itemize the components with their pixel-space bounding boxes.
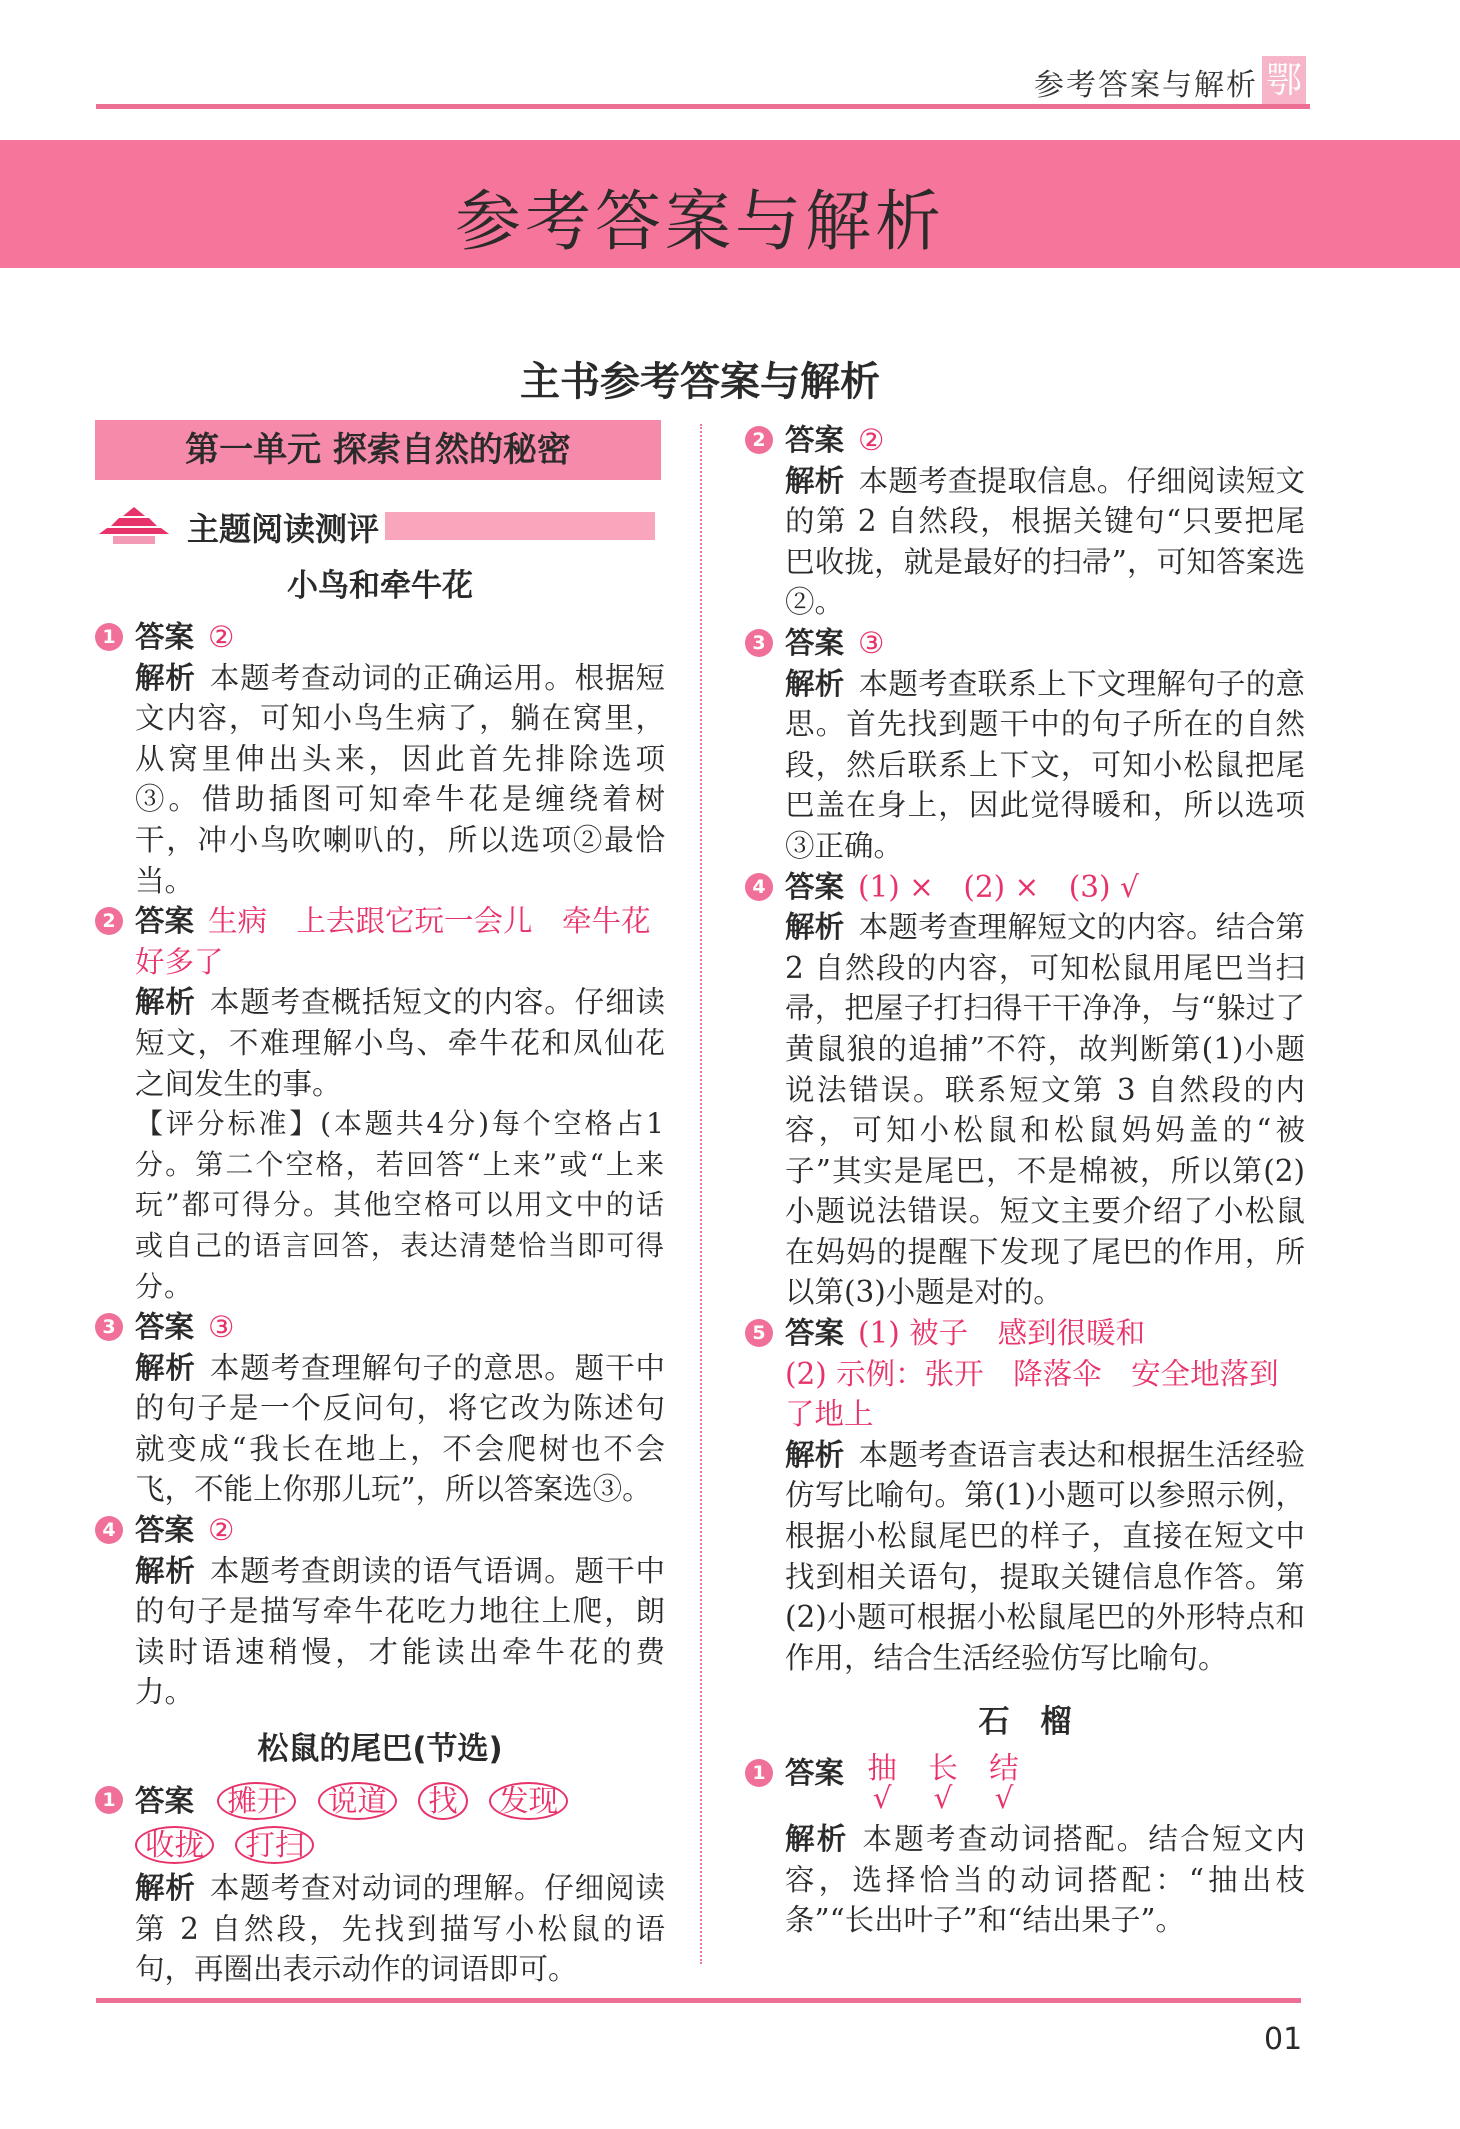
- question-number: 2: [95, 907, 123, 935]
- question-item: [95, 1307, 665, 1510]
- question-item: [745, 623, 1305, 867]
- analysis-label: 解析: [135, 1552, 196, 1588]
- region-badge: 鄂: [1262, 56, 1306, 106]
- answer-text: ③: [858, 625, 885, 660]
- question-item: [745, 420, 1305, 623]
- analysis-text: 本题考查动词的正确运用。根据短文内容，可知小鸟生病了，躺在窝里，从窝里伸出头来，因此首先排除选项③。借助插图可知牵牛花是缠绕着树干，冲小鸟吹喇叭的，所以选项②最恰当。: [135, 660, 665, 898]
- analysis-text: 本题考查动词搭配。结合短文内容，选择恰当的动词搭配：“抽出枝条”“长出叶子”和“结出果子”。: [785, 1822, 1305, 1938]
- analysis-label: 解析: [785, 909, 845, 945]
- question-item: [745, 1753, 1305, 1940]
- question-item: [95, 617, 665, 901]
- question-item: [745, 1313, 1305, 1678]
- analysis-label: 解析: [785, 665, 845, 701]
- analysis-text: 本题考查对动词的理解。仔细阅读第 2 自然段，先找到描写小松鼠的语句，再圈出表示动作的词语即可。: [135, 1871, 665, 1987]
- checked-word: 抽 √: [867, 1751, 897, 1816]
- checked-word: 长 √: [928, 1751, 958, 1816]
- footer-rule: [96, 1998, 1301, 2003]
- analysis-text: 本题考查朗读的语气语调。题干中的句子是描写牵牛花吃力地往上爬，朗读时语速稍慢，才能读出牵牛花的费力。: [135, 1553, 665, 1710]
- analysis-label: 解析: [135, 1349, 196, 1385]
- analysis-label: 解析: [135, 659, 196, 695]
- analysis-label: 解析: [135, 1870, 196, 1906]
- page-title: 主书参考答案与解析: [520, 358, 880, 405]
- story-title: 小鸟和牵牛花: [287, 568, 473, 604]
- checked-word: 结 √: [989, 1751, 1019, 1816]
- question-number: 3: [745, 629, 773, 657]
- analysis-text: 本题考查概括短文的内容。仔细读短文，不难理解小鸟、牵牛花和凤仙花之间发生的事。: [135, 985, 665, 1101]
- analysis-text: 本题考查联系上下文理解句子的意思。首先找到题干中的句子所在的自然段，然后联系上下文，可知小松鼠把尾巴盖在身上，因此觉得暖和，所以选项③正确。: [785, 666, 1305, 863]
- answer-label: 答案: [785, 422, 845, 457]
- circled-word: 摊开: [217, 1782, 296, 1820]
- circled-word: 说道: [318, 1782, 397, 1820]
- analysis-label: 解析: [135, 984, 196, 1020]
- question-item: [95, 1510, 665, 1713]
- pavilion-icon: [95, 504, 173, 546]
- banner-title: 参考答案与解析: [455, 183, 945, 260]
- analysis-label: 解析: [785, 1436, 845, 1472]
- story-title: 石 榴: [978, 1704, 1072, 1741]
- question-number: 2: [745, 426, 773, 454]
- circled-word: 打扫: [235, 1826, 314, 1864]
- answer-text: (1) × (2) × (3) √: [858, 869, 1139, 904]
- check-mark: √: [994, 1781, 1014, 1816]
- analysis-text: 本题考查语言表达和根据生活经验仿写比喻句。第(1)小题可以参照示例，根据小松鼠尾巴的样子，直接在短文中找到相关语句，提取关键信息作答。第(2)小题可根据小松鼠尾巴的外形特点和作用，结合生活经验仿写比喻句。: [785, 1437, 1305, 1675]
- answer-label: 答案: [785, 868, 845, 904]
- answer-text: ③: [208, 1310, 235, 1345]
- answer-label: 答案: [135, 1512, 195, 1548]
- right-column: [745, 420, 1305, 1941]
- answer-label: 答案: [135, 1783, 195, 1819]
- circled-word: 找: [418, 1782, 468, 1820]
- answer-label: 答案: [135, 903, 195, 939]
- answer-text: ②: [208, 1513, 235, 1548]
- header-rule: [96, 104, 1310, 109]
- question-number: 3: [95, 1313, 123, 1341]
- question-number: 5: [745, 1319, 773, 1347]
- section-title: 主题阅读测评: [187, 510, 380, 548]
- story-title: 松鼠的尾巴(节选): [257, 1731, 503, 1768]
- analysis-text: 本题考查提取信息。仔细阅读短文的第 2 自然段，根据关键句“只要把尾巴收拢，就是最好的扫帚”，可知答案选②。: [785, 463, 1305, 620]
- check-mark: √: [933, 1781, 953, 1816]
- answer-text: (1) 被子 感到很暖和: [858, 1316, 1146, 1351]
- answer-text: (2) 示例：张开 降落伞 安全地落到了地上: [785, 1356, 1279, 1432]
- answer-text: ②: [208, 620, 235, 654]
- answer-label: 答案: [785, 1315, 845, 1351]
- answer-label: 答案: [785, 624, 845, 660]
- scoring-standard: 【评分标准】(本题共4分)每个空格占1分。第二个空格，若回答“上来”或“上来玩”都可得分。其他空格可以用文中的话或自己的语言回答，表达清楚恰当即可得分。: [135, 1107, 665, 1303]
- left-column: [95, 420, 681, 1990]
- analysis-label: 解析: [785, 1821, 849, 1856]
- answer-label: 答案: [135, 619, 195, 654]
- section-heading-bar: [385, 512, 655, 540]
- analysis-label: 解析: [785, 462, 845, 498]
- question-number: 1: [745, 1759, 773, 1787]
- unit-title: 第一单元 探索自然的秘密: [95, 420, 661, 480]
- column-divider: [700, 424, 702, 1964]
- circled-word: 发现: [489, 1782, 568, 1820]
- circled-word: 收拢: [135, 1826, 214, 1864]
- answer-label: 答案: [135, 1309, 195, 1345]
- question-item: [95, 1780, 665, 1990]
- question-number: 1: [95, 1786, 123, 1814]
- analysis-text: 本题考查理解短文的内容。结合第 2 自然段的内容，可知松鼠用尾巴当扫帚，把屋子打扫得干干净净，与“躲过了黄鼠狼的追捕”不符，故判断第(1)小题说法错误。联系短文第 3 自然段的内容，可知小松鼠和松鼠妈妈盖的“被子”其实是尾巴，不是棉被，所以第(2)小题说法错误。短文主要介绍了小松鼠在妈妈的提醒下发现了尾巴的作用，所以第(3)小题是对的。: [785, 910, 1305, 1310]
- analysis-text: 本题考查理解句子的意思。题干中的句子是一个反问句，将它改为陈述句就变成“我长在地上，不会爬树也不会飞，不能上你那儿玩”，所以答案选③。: [135, 1350, 665, 1507]
- question-number: 4: [95, 1516, 123, 1544]
- answer-label: 答案: [785, 1755, 845, 1791]
- question-number: 1: [95, 623, 123, 651]
- question-item: [745, 867, 1305, 1314]
- question-item: [95, 901, 681, 1307]
- question-number: 4: [745, 873, 773, 901]
- section-heading: [95, 500, 665, 550]
- answer-text: ②: [858, 423, 885, 457]
- running-title: 参考答案与解析: [1034, 68, 1258, 103]
- check-mark: √: [872, 1781, 892, 1816]
- page-number: 01: [1264, 2022, 1303, 2057]
- answer-text: 生病 上去跟它玩一会儿 牵牛花 好多了: [135, 904, 681, 979]
